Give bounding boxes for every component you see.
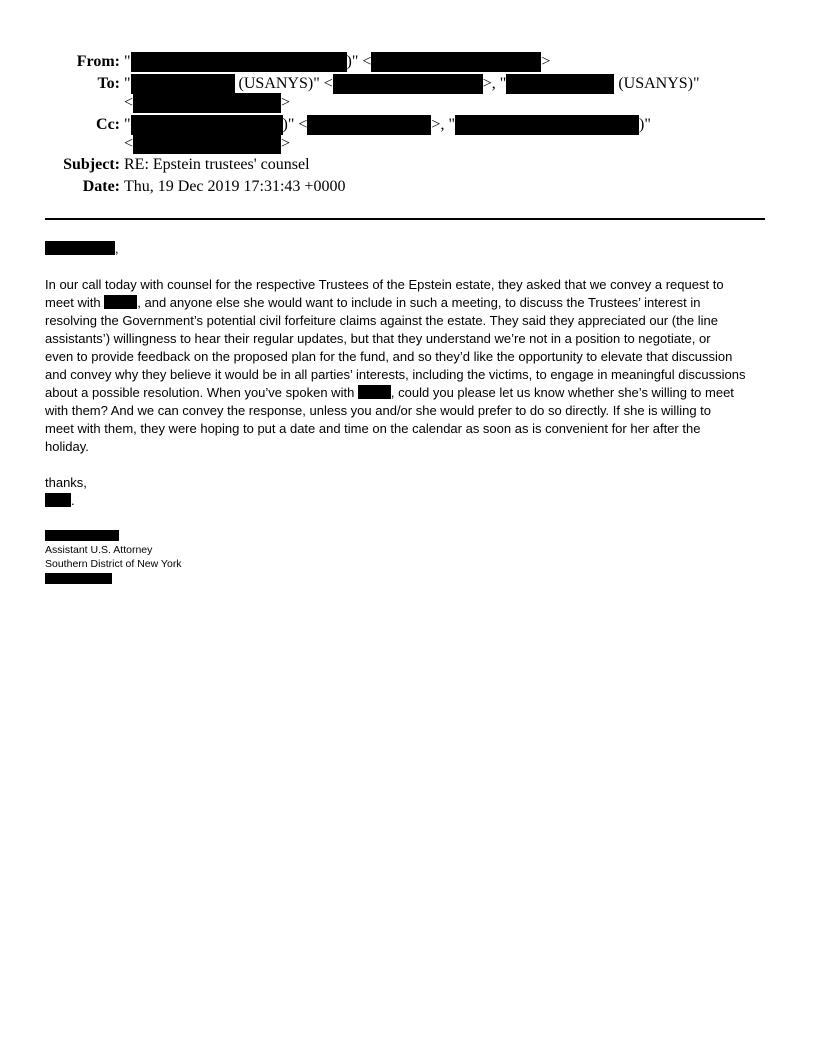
redaction [45, 493, 71, 507]
redaction [45, 573, 112, 584]
date-label: Date: [82, 178, 120, 195]
cc-label: Cc: [96, 116, 120, 133]
sender-initials: . [45, 492, 773, 510]
cc-value: " )" < >, " )" [124, 114, 651, 136]
from-value: " )" < > [124, 51, 550, 73]
redaction [133, 93, 281, 113]
redaction [307, 115, 431, 135]
to-label: To: [97, 75, 120, 92]
redaction [506, 74, 614, 94]
signature-office: Southern District of New York [45, 558, 182, 570]
redaction [104, 295, 137, 309]
salutation: , [45, 240, 773, 258]
subject-label: Subject: [63, 156, 120, 173]
redaction [131, 52, 347, 72]
closing: thanks, [45, 475, 87, 490]
signature-block [45, 528, 773, 586]
redaction [133, 134, 281, 154]
subject-value: RE: Epstein trustees' counsel [124, 156, 310, 173]
to-value: " (USANYS)" < >, " (USANYS)" [124, 73, 700, 95]
signature-title: Assistant U.S. Attorney [45, 543, 153, 556]
to-org-2: (USANYS) [618, 75, 693, 92]
redaction [371, 52, 541, 72]
redaction [358, 385, 391, 399]
body-paragraph: In our call today with counsel for the respective Trustees of the Epstein estate, they asked that we convey a request to meet with , and anyone else she would want to include in such a meeting, to discuss the Trustees’ interest in resolving the Government’s potential civil forfeiture claims against the estate. They said they appreciated our (the line assistants’) willingness to hear their regular updates, but that they understand we’re not in a position to negotiate, or even to provide feedback on the proposed plan for the fund, and so they’d like the opportunity to elevate that discussion and convey why they believe it would be in all parties’ interests, including the victims, to engage in meaningful discussions about a possible resolution. When you’ve spoken with , could you please let us know whether she’s willing to meet with them? And we can convey the response, unless you and/or she would prefer to do so directly. If she is willing to meet with them, they were hoping to put a date and time on the calendar as soon as is convenient for her after the holiday. [45, 277, 746, 454]
redaction [45, 241, 115, 255]
redaction [333, 74, 483, 94]
email-body [45, 240, 773, 586]
header-divider [45, 218, 765, 220]
to-org: (USANYS) [238, 75, 314, 92]
redaction [45, 530, 119, 541]
date-value: Thu, 19 Dec 2019 17:31:43 +0000 [124, 178, 346, 195]
redaction [455, 115, 639, 135]
from-label: From: [76, 53, 120, 70]
